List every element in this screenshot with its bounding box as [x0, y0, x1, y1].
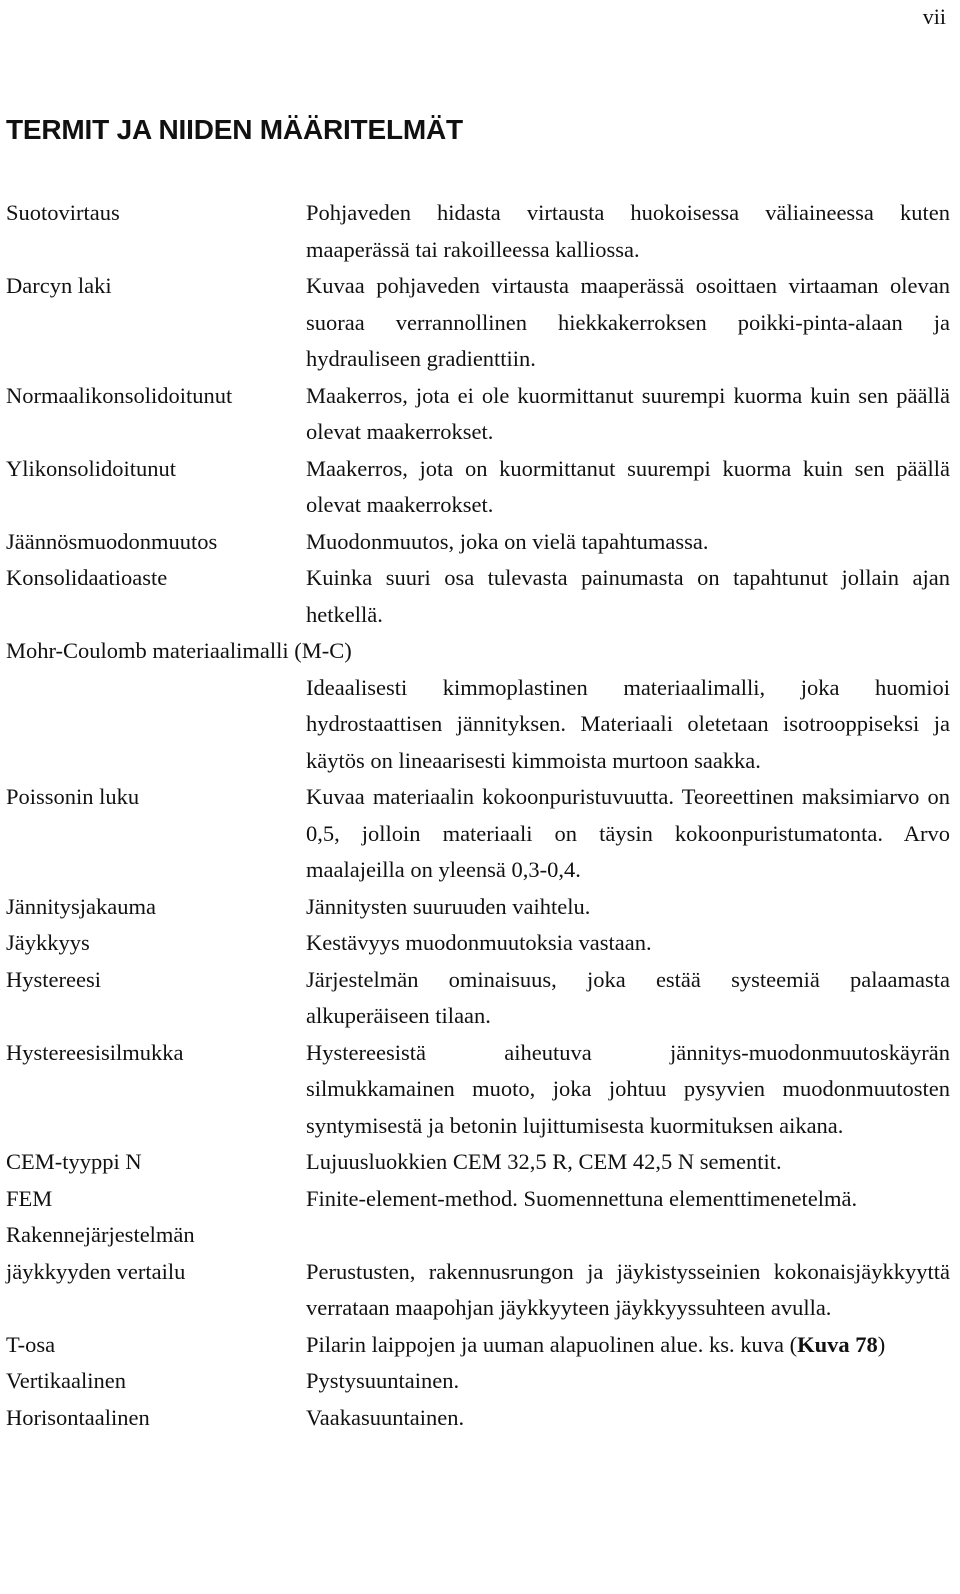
term-definition: Vaakasuuntainen.: [306, 1404, 465, 1430]
term-name: Darcyn laki: [6, 273, 112, 298]
term-name: Suotovirtaus: [6, 200, 120, 225]
term-name: Jännitysjakauma: [6, 893, 156, 919]
term-definition: Ideaalisesti kimmoplastinen materiaalimalli, joka huomioi hydrostaattisen jännityksen. Materiaali oletetaan isotrooppiseksi ja käytös on lineaarisesti kimmoista murtoon saakka.: [306, 674, 950, 773]
term-entry: [6, 779, 950, 889]
term-name: Jäännösmuodonmuutos: [6, 528, 218, 554]
term-entry: [6, 378, 950, 451]
term-entry: [6, 962, 950, 1035]
term-definition: Perustusten, rakennusrungon ja jäykistysseinien kokonaisjäykkyyttä verrataan maapohjan jäykkyyteen jäykkyyssuhteen avulla.: [306, 1258, 950, 1320]
term-entry: [6, 268, 950, 378]
term-entry: [6, 1327, 950, 1364]
term-name: CEM-tyyppi N: [6, 1149, 142, 1174]
term-entry: [6, 195, 950, 268]
term-definition: Hystereesistä aiheutuva jännitys-muodonmuutoskäyrän silmukkamainen muoto, joka johtuu pysyvien muodonmuutosten syntymisestä ja betonin lujittumisesta kuormituksen aikana.: [306, 1039, 950, 1138]
page-title: TERMIT JA NIIDEN MÄÄRITELMÄT: [6, 114, 463, 145]
term-definition: Jännitysten suuruuden vaihtelu.: [306, 893, 591, 919]
term-entry: [6, 1363, 950, 1400]
term-entry: [6, 1181, 950, 1218]
term-name: Horisontaalinen: [6, 1404, 150, 1430]
term-definition: Kuvaa pohjaveden virtausta maaperässä osoittaen virtaaman olevan suoraa verrannollinen hiekkakerroksen poikki-pinta-alaan ja hydrauliseen gradienttiin.: [306, 273, 950, 371]
term-name: FEM: [6, 1185, 53, 1211]
definition-text: ): [877, 1331, 886, 1357]
term-entry: [6, 1217, 950, 1327]
term-name: Jäykkyys: [6, 930, 90, 955]
term-entry: [6, 451, 950, 524]
term-name: Vertikaalinen: [6, 1368, 126, 1393]
term-name: Ylikonsolidoitunut: [6, 455, 177, 481]
term-definition: [306, 1327, 950, 1364]
term-definition: Pohjaveden hidasta virtausta huokoisessa väliaineessa kuten maaperässä tai rakoilleessa kalliossa.: [306, 200, 950, 262]
page-number: vii: [922, 4, 946, 29]
term-entry-continued: [6, 1254, 950, 1327]
term-definition: Kestävyys muodonmuutoksia vastaan.: [306, 930, 652, 955]
term-entry: [6, 560, 950, 633]
term-definition: Järjestelmän ominaisuus, joka estää systeemiä palaamasta alkuperäiseen tilaan.: [306, 966, 950, 1028]
term-name: T-osa: [6, 1331, 56, 1357]
term-name: Mohr-Coulomb materiaalimalli (M-C): [6, 638, 352, 663]
definition-text: Pilarin laippojen ja uuman alapuolinen alue. ks. kuva (: [306, 1331, 798, 1357]
term-definition: Maakerros, jota on kuormittanut suurempi kuorma kuin sen päällä olevat maakerrokset.: [306, 455, 950, 517]
term-definition: Maakerros, jota ei ole kuormittanut suurempi kuorma kuin sen päällä olevat maakerrokset.: [306, 382, 950, 444]
term-entry: [6, 633, 950, 779]
term-name-line: Rakennejärjestelmän: [6, 1222, 195, 1247]
term-definition: Kuvaa materiaalin kokoonpuristuvuutta. Teoreettinen maksimiarvo on 0,5, jolloin materiaali on täysin kokoonpuristumatonta. Arvo maalajeilla on yleensä 0,3-0,4.: [306, 784, 950, 882]
term-entry: [6, 524, 950, 561]
term-name: Normaalikonsolidoitunut: [6, 382, 233, 408]
term-definition: Kuinka suuri osa tulevasta painumasta on tapahtunut jollain ajan hetkellä.: [306, 565, 950, 627]
figure-reference-link[interactable]: Kuva 78: [797, 1331, 878, 1357]
terms-list: [6, 195, 950, 1436]
term-name: Hystereesisilmukka: [6, 1039, 184, 1065]
term-name: Konsolidaatioaste: [6, 565, 168, 590]
term-name: Hystereesi: [6, 966, 101, 992]
term-name-line: jäykkyyden vertailu: [6, 1258, 186, 1284]
term-definition: Pystysuuntainen.: [306, 1368, 460, 1393]
term-entry: [6, 1144, 950, 1181]
term-entry: [6, 925, 950, 962]
term-entry: [6, 1400, 950, 1437]
term-definition: Finite-element-method. Suomennettuna elementtimenetelmä.: [306, 1185, 858, 1211]
term-entry: [6, 1035, 950, 1145]
term-definition: Muodonmuutos, joka on vielä tapahtumassa.: [306, 528, 709, 554]
term-entry: [6, 889, 950, 926]
term-definition: Lujuusluokkien CEM 32,5 R, CEM 42,5 N sementit.: [306, 1149, 782, 1174]
term-name: Poissonin luku: [6, 784, 140, 809]
